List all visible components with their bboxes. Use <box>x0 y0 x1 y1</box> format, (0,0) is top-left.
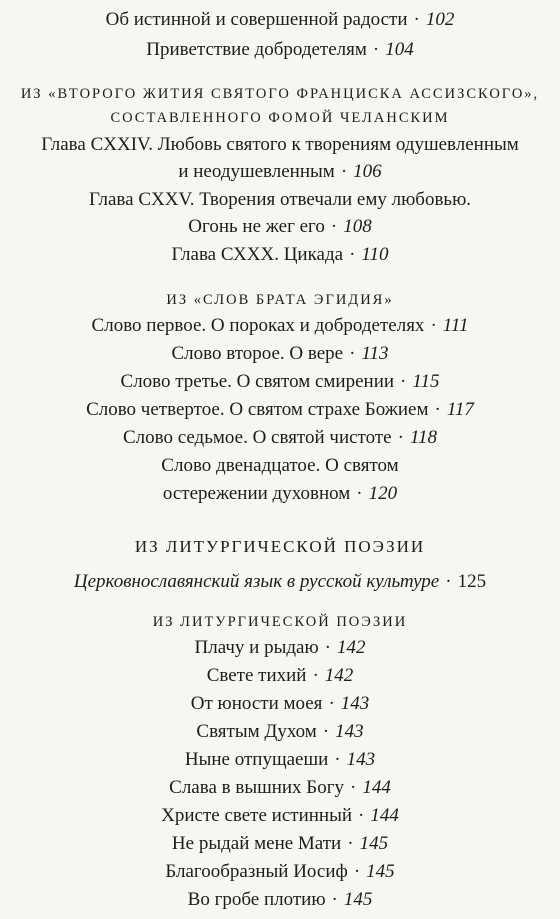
toc-entry: Приветствие добродетелям · 104 <box>146 39 414 60</box>
toc-entry: Об истинной и совершенной радости · 102 <box>105 9 455 30</box>
toc-entry: Глава CXXV. Творения отвечали ему любовью. <box>88 189 472 210</box>
section-heading: ИЗ ЛИТУРГИЧЕСКОЙ ПОЭЗИИ <box>152 614 408 630</box>
toc-entry: Не рыдай мене Мати · 145 <box>171 833 389 854</box>
dot-separator: · <box>349 343 356 364</box>
dot-separator: · <box>445 571 452 592</box>
toc-entry: Святым Духом · 143 <box>196 721 364 742</box>
toc-entry: Глава СХХХ. Цикада · 110 <box>171 244 389 265</box>
dot-separator: · <box>347 833 354 854</box>
toc-entry: Слово седьмое. О святой чистоте · 118 <box>122 427 438 448</box>
section-heading: ИЗ «СЛОВ БРАТА ЭГИДИЯ» <box>166 292 394 308</box>
dot-separator: · <box>413 9 420 30</box>
toc-entry: Церковнославянский язык в русской культуре · 125 <box>73 571 487 592</box>
dot-separator: · <box>358 805 365 826</box>
dot-separator: · <box>340 161 348 182</box>
dot-separator: · <box>330 216 338 237</box>
toc-entry: От юности моея · 143 <box>190 693 370 714</box>
dot-separator: · <box>353 861 361 882</box>
section-heading: СОСТАВЛЕННОГО ФОМОЙ ЧЕЛАНСКИМ <box>110 110 450 126</box>
dot-separator: · <box>324 637 331 658</box>
toc-entry: Свете тихий · 142 <box>206 665 354 686</box>
part-heading: ИЗ ЛИТУРГИЧЕСКОЙ ПОЭЗИИ <box>134 537 426 556</box>
toc-entry: Во гробе плотию · 145 <box>187 889 373 910</box>
dot-separator: · <box>334 749 341 770</box>
toc-entry: Ныне отпущаеши · 143 <box>184 749 376 770</box>
dot-separator: · <box>350 777 357 798</box>
dot-separator: · <box>400 371 407 392</box>
toc-entry: Христе свете истинный · 144 <box>161 805 399 826</box>
toc-entry: Слово третье. О святом смирении · 115 <box>120 371 440 392</box>
toc-entry: Слово двенадцатое. О святом <box>161 455 399 476</box>
toc-entry: Слово второе. О вере · 113 <box>171 343 389 364</box>
dot-separator: · <box>430 315 437 336</box>
toc-entry: Слово первое. О пороках и добродетелях · 111 <box>91 315 469 336</box>
dot-separator: · <box>372 39 380 60</box>
toc-entry: Слово четвертое. О святом страхе Божием · 117 <box>86 399 474 420</box>
toc-entry: Благообразный Иосиф · 145 <box>165 861 395 882</box>
dot-separator: · <box>356 483 363 504</box>
dot-separator: · <box>312 665 319 686</box>
toc-entry: Плачу и рыдаю · 142 <box>194 637 366 658</box>
toc-entry: остережении духовном · 120 <box>162 483 398 504</box>
toc-entry: Слава в вышних Богу · 144 <box>169 777 391 798</box>
section-heading: ИЗ «ВТОРОГО ЖИТИЯ СВЯТОГО ФРАНЦИСКА АССИЗСКОГО», <box>20 86 540 102</box>
dot-separator: · <box>397 427 404 448</box>
toc-entry: и неодушевленным · 106 <box>178 161 382 182</box>
toc-entry: Огонь не жег его · 108 <box>188 216 372 237</box>
dot-separator: · <box>322 721 330 742</box>
dot-separator: · <box>328 693 335 714</box>
toc-entry: Глава CXXIV. Любовь святого к творениям одушевленным <box>41 134 519 155</box>
dot-separator: · <box>434 399 441 420</box>
dot-separator: · <box>331 889 338 910</box>
dot-separator: · <box>349 244 356 265</box>
